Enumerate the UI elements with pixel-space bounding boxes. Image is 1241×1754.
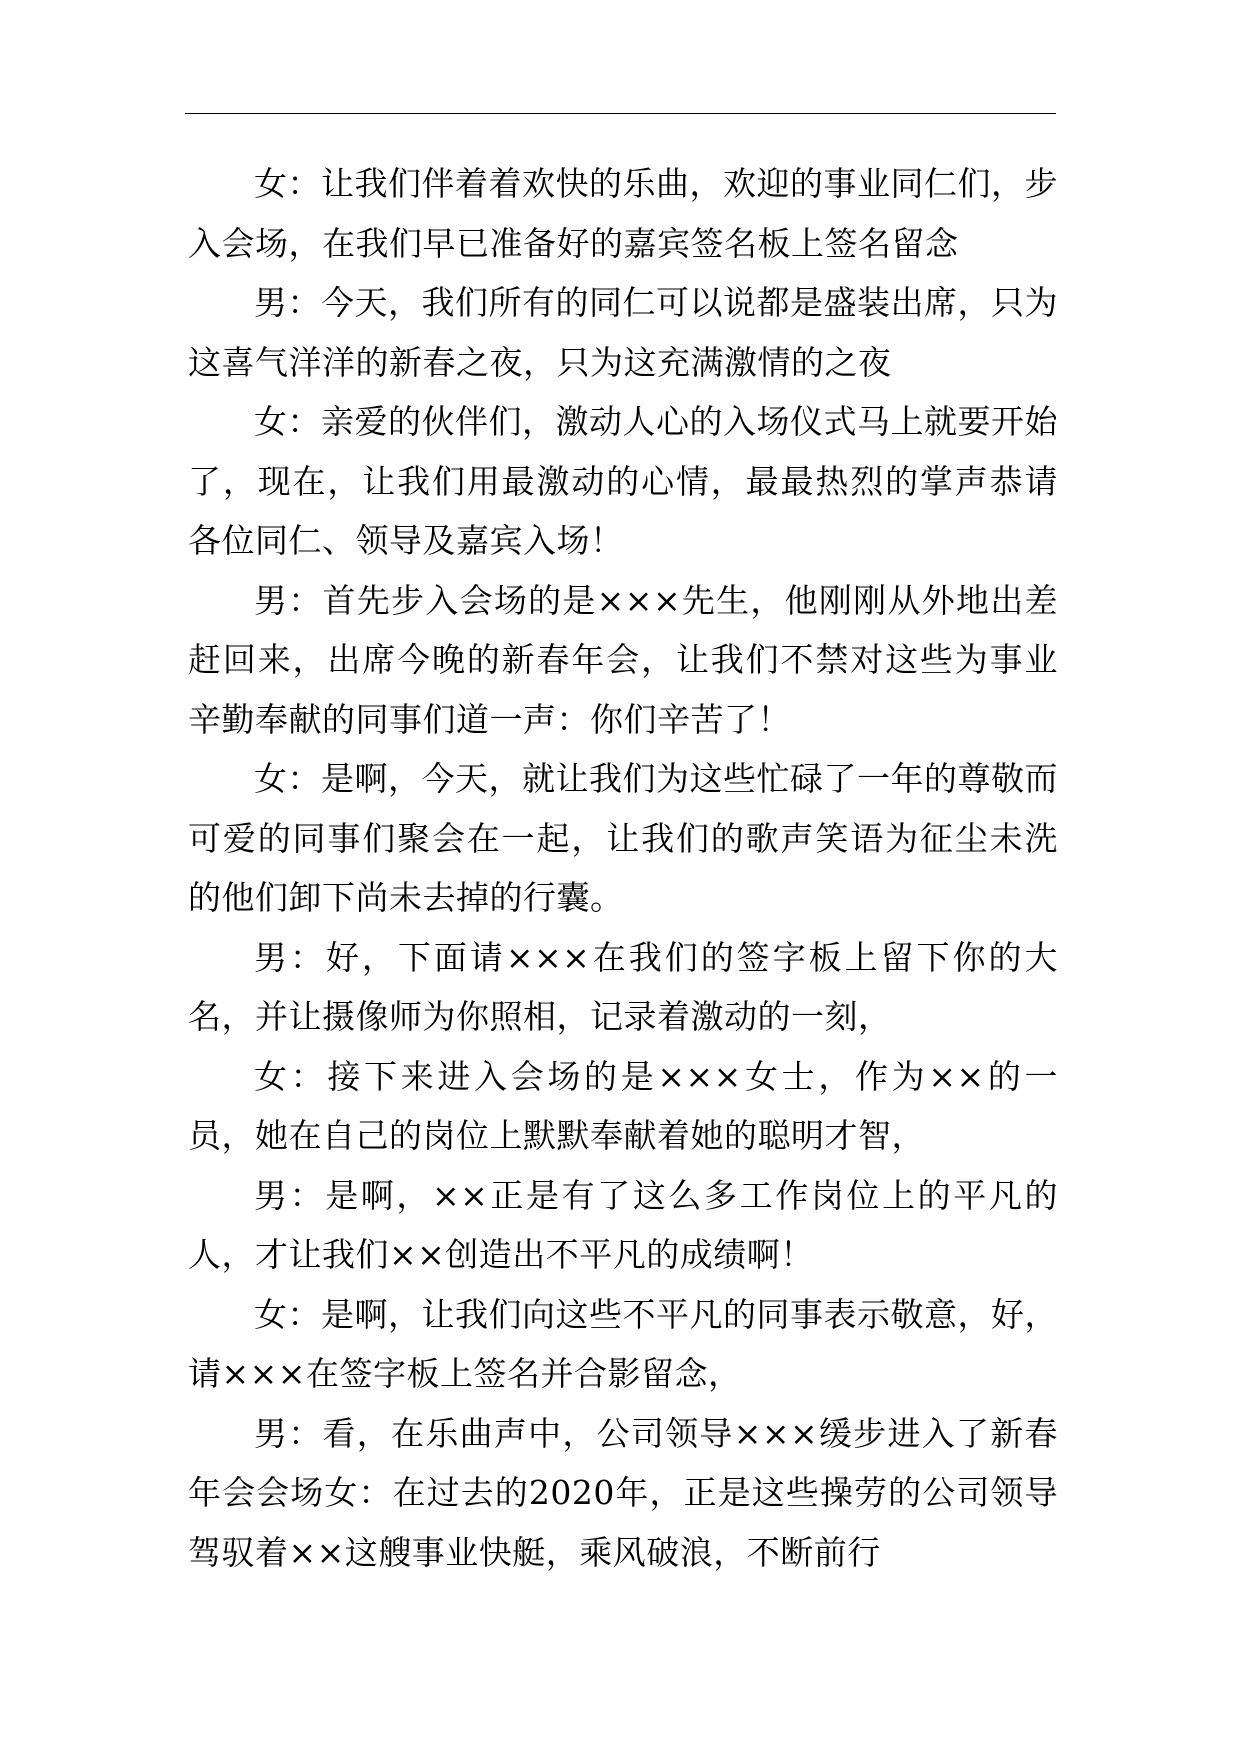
paragraph: 男：今天，我们所有的同仁可以说都是盛装出席，只为这喜气洋洋的新春之夜，只为这充满激情的之夜 bbox=[188, 283, 1058, 382]
paragraph: 男：是啊，××正是有了这么多工作岗位上的平凡的人，才让我们××创造出不平凡的成绩啊！ bbox=[188, 1175, 1058, 1274]
document-body bbox=[188, 154, 1058, 1582]
paragraph: 男：首先步入会场的是×××先生，他刚刚从外地出差赶回来，出席今晚的新春年会，让我们不禁对这些为事业辛勤奉献的同事们道一声：你们辛苦了！ bbox=[188, 580, 1058, 739]
paragraph: 男：看，在乐曲声中，公司领导×××缓步进入了新春年会会场女：在过去的2020年，正是这些操劳的公司领导驾驭着××这艘事业快艇，乘风破浪，不断前行 bbox=[188, 1413, 1058, 1572]
paragraph: 女：是啊，让我们向这些不平凡的同事表示敬意，好，请×××在签字板上签名并合影留念， bbox=[188, 1294, 1058, 1393]
paragraph: 女：是啊，今天，就让我们为这些忙碌了一年的尊敬而可爱的同事们聚会在一起，让我们的歌声笑语为征尘未洗的他们卸下尚未去掉的行囊。 bbox=[188, 759, 1058, 917]
paragraph: 男：好，下面请×××在我们的签字板上留下你的大名，并让摄像师为你照相，记录着激动的一刻， bbox=[188, 937, 1058, 1036]
paragraph: 女：亲爱的伙伴们，激动人心的入场仪式马上就要开始了，现在，让我们用最激动的心情，最最热烈的掌声恭请各位同仁、领导及嘉宾入场！ bbox=[188, 402, 1058, 560]
paragraph: 女：接下来进入会场的是×××女士，作为××的一员，她在自己的岗位上默默奉献着她的聪明才智， bbox=[188, 1056, 1058, 1155]
paragraph: 女：让我们伴着着欢快的乐曲，欢迎的事业同仁们，步入会场，在我们早已准备好的嘉宾签名板上签名留念 bbox=[188, 164, 1058, 263]
header-rule bbox=[185, 113, 1056, 114]
